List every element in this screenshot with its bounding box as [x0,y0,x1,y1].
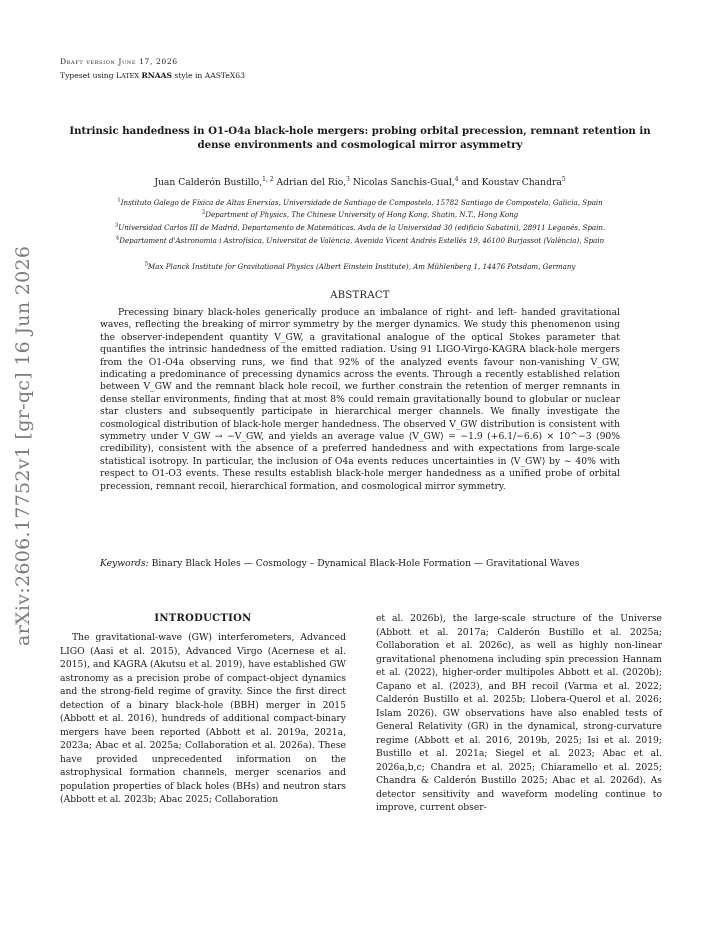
affiliation-1-number: 1 [117,197,121,204]
abstract-text: Precessing binary black-holes generically produce an imbalance of right- and left- handed gravitational waves, reflecting the breaking of mirror symmetry by the merger dynamics. We study this phenomenon using the observer-independent quantity V_GW, a gravitational analogue of the optical Stokes parameter that quantifies the intrinsic handedness of the emitted radiation. Using 91 LIGO-Virgo-KAGRA black-hole mergers from the O1-O4a observing runs, we find that 92% of the analyzed events favour non-vanishing V_GW, indicating a predominance of precessing dynamics across the events. Through a recently established relation between V_GW and the remnant black hole recoil, we further constrain the retention of merger remnants in dense stellar environments, finding that at most 8% could remain gravitationally bound to globular or nuclear star clusters and subsequently participate in hierarchical merger channels. We finally investigate the cosmological distribution of black-hole merger handedness. The observed V_GW distribution is consistent with symmetry under V_GW → −V_GW, and yields an average value ⟨V_GW⟩ = −1.9 (+6.1/−6.6) × 10^−3 (90% credibility), consistent with the absence of a preferred handedness and with expectations from large-scale statistical isotropy. In particular, the inclusion of O4a events reduces uncertainties in ⟨V_GW⟩ by ∼ 40% with respect to O1-O3 events. These results establish black-hole merger handedness as a unified probe of orbital precession, remnant recoil, hierarchical formation, and cosmological mirror symmetry. [100,307,620,492]
latex-logo: ATEX [121,72,140,80]
typeset-suffix: style in AASTeX63 [174,71,245,80]
typeset-bold: RNAAS [141,71,172,80]
affiliation-4 [60,235,660,247]
keywords [100,557,620,570]
affiliation-2-number: 2 [201,209,206,216]
author-list: Juan Calderón Bustillo,$^{1, 2}$ Adrian del Rio,$^3$ Nicolas Sanchis-Gual,$^4$ and Koustav Chandra$^5$ [154,175,566,188]
keywords-label: Keywords: [100,558,149,569]
introduction-left-column: The gravitational-wave (GW) interferometers, Advanced LIGO (Aasi et al. 2015), Advanced Virgo (Acernese et al. 2015), and KAGRA (Akutsu et al. 2019), have established GW astronomy as a precision probe of compact-object dynamics and the strong-field regime of gravity. Since the first direct detection of a binary black-hole (BBH) merger in 2015 (Abbott et al. 2016), hundreds of additional compact-binary mergers have been reported (Abbott et al. 2019a, 2021a, 2023a; Abac et al. 2025a; Collaboration et al. 2026a). These have provided unprecedented information on the astrophysical formation channels, merger scenarios and population properties of black holes (BHs) and neutron stars (Abbott et al. 2023b; Abac 2025; Collaboration [60,632,346,805]
affiliation-4-text: Departament d'Astronomia i Astrofísica, Universitat de València, Avenida Vicent Andrés Estellés 19, 46100 Burjassot (València), Spain [119,236,605,245]
draft-version-line: Draft version June 17, 2026 [60,57,178,66]
affiliation-3-number: 3 [114,222,119,229]
introduction-right-column: et al. 2026b), the large-scale structure of the Universe (Abbott et al. 2017a; Calderón Bustillo et al. 2025a; Collaboration et al. 2026c), as well as highly non-linear gravitational phenomena including spin precession Hannam et al. (2022), higher-order multipoles Abbott et al. (2020b); Capano et al. (2023), and BH recoil (Varma et al. 2022; Calderón Bustillo et al. 2025b; Llobera-Querol et al. 2026; Islam 2026). GW observations have also enabled tests of General Relativity (GR) in the dynamical, strong-curvature regime (Abbott et al. 2016, 2019b, 2025; Isi et al. 2019; Bustillo et al. 2021a; Siegel et al. 2023; Abac et al. 2026a,b,c; Chandra et al. 2025; Chiaramello et al. 2025; Chandra & Calderón Bustillo 2025; Abac et al. 2026d). As detector sensitivity and waveform modeling continue to improve, current obser- [376,613,662,813]
affiliation-2 [60,209,660,221]
affiliation-1-text: Instituto Galego de Física de Altas Enerxías, Universidade de Santiago de Compostela, 15782 Santiago de Compostela, Galicia, Spain [120,198,603,207]
abstract-heading: ABSTRACT [330,290,390,301]
affiliation-5-number: 5 [144,261,149,268]
typeset-line [60,71,245,80]
affiliation-2-text: Department of Physics, The Chinese University of Hong Kong, Shatin, N.T., Hong Kong [205,210,519,219]
arxiv-stamp: arXiv:2606.17752v1 [gr-qc] 16 Jun 2026 [12,245,34,646]
introduction-heading: INTRODUCTION [154,613,252,624]
affiliation-3-text: Universidad Carlos III de Madrid, Departamento de Matemáticas. Avda de la Universidad 30 (edificio Sabatini), 28911 Leganés, Spain. [118,223,606,232]
affiliation-1 [60,197,660,209]
affiliation-3 [60,222,660,234]
affiliation-5 [60,261,660,273]
keywords-list: Binary Black Holes — Cosmology – Dynamical Black-Hole Formation — Gravitational Waves [151,558,580,569]
affiliation-5-text: Max Planck Institute for Gravitational Physics (Albert Einstein Institute), Am Mühlenberg 1, 14476 Potsdam, Germany [148,262,576,271]
typeset-prefix: Typeset using L [60,71,121,80]
affiliation-4-number: 4 [115,235,120,242]
paper-title: Intrinsic handedness in O1-O4a black-hole mergers: probing orbital precession, remnant retention in dense environments and cosmological mirror asymmetry [69,125,651,151]
